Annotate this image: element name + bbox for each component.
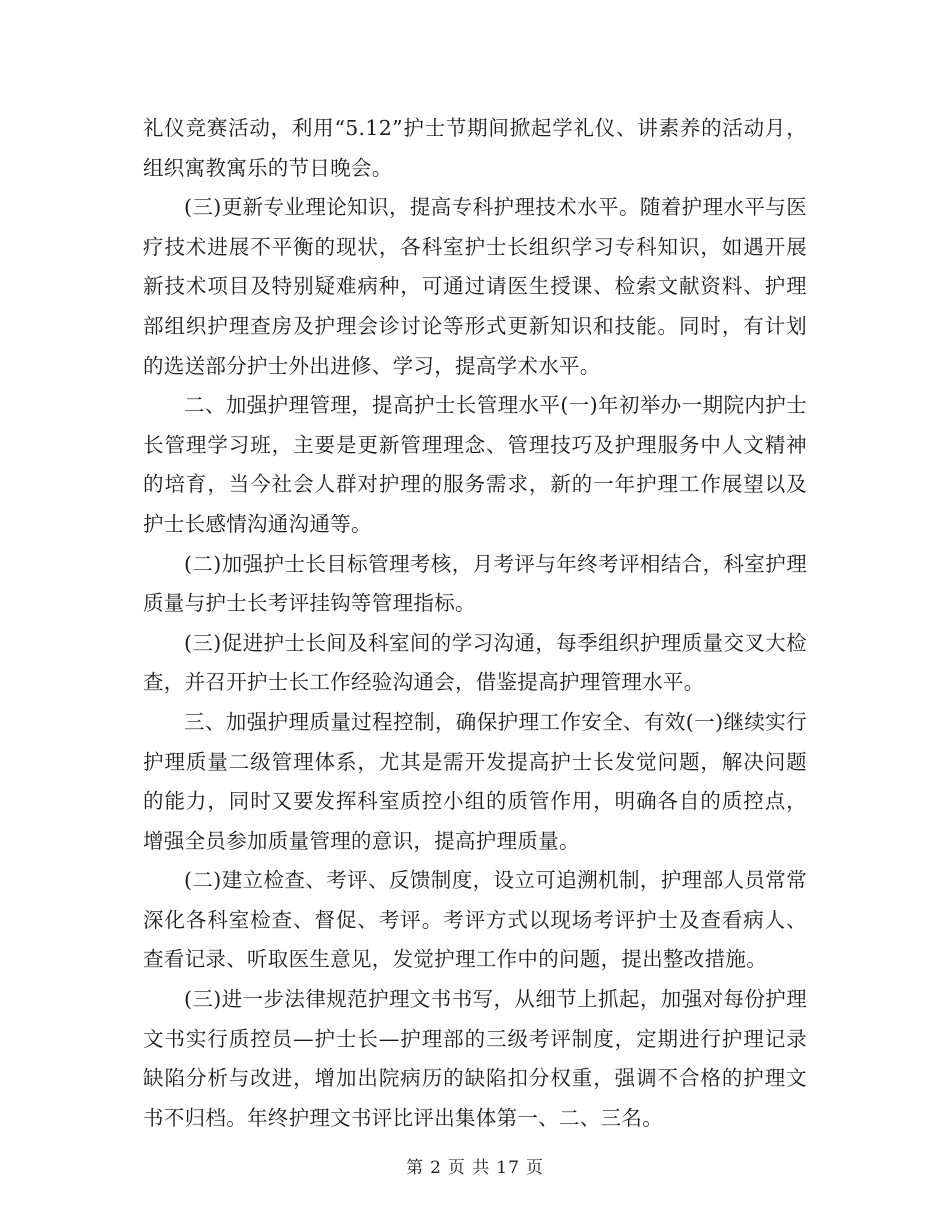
footer-total-pages: 17 [496,1158,520,1178]
paragraph-4: (二)加强护士长目标管理考核，月考评与年终考评相结合，科室护理质量与护士长考评挂钩等管理指标。 [143,551,807,616]
footer-middle: 页 共 [447,1158,491,1178]
paragraph-5: (三)促进护士长间及科室间的学习沟通，每季组织护理质量交叉大检查，并召开护士长工作经验沟通会，借鉴提高护理管理水平。 [143,630,807,695]
paragraph-3: 二、加强护理管理，提高护士长管理水平(一)年初举办一期院内护士长管理学习班，主要是更新管理理念、管理技巧及护理服务中人文精神的培育，当今社会人群对护理的服务需求，新的一年护理工作展望以及护士长感情沟通沟通等。 [143,393,807,536]
paragraph-1: 礼仪竞赛活动，利用“5.12”护士节期间掀起学礼仪、讲素养的活动月，组织寓教寓乐的节日晚会。 [143,116,807,180]
paragraph-7: (二)建立检查、考评、反馈制度，设立可追溯机制，护理部人员常常深化各科室检查、督促、考评。考评方式以现场考评护士及查看病人、查看记录、听取医生意见，发觉护理工作中的问题，提出整改措施。 [143,868,807,972]
paragraph-2: (三)更新专业理论知识，提高专科护理技术水平。随着护理水平与医疗技术进展不平衡的现状，各科室护士长组织学习专科知识，如遇开展新技术项目及特别疑难病种，可通过请医生授课、检索文献资料、护理部组织护理查房及护理会诊讨论等形式更新知识和技能。同时，有计划的选送部分护士外出进修、学习，提高学术水平。 [143,195,807,378]
paragraph-6: 三、加强护理质量过程控制，确保护理工作安全、有效(一)继续实行护理质量二级管理体系，尤其是需开发提高护士长发觉问题，解决问题的能力，同时又要发挥科室质控小组的质管作用，明确各自的质控点，增强全员参加质量管理的意识，提高护理质量。 [143,709,807,853]
page-footer [0,1153,950,1178]
document-body [143,109,807,1138]
footer-current-page: 2 [430,1158,442,1178]
footer-suffix: 页 [525,1158,544,1178]
paragraph-8: (三)进一步法律规范护理文书书写，从细节上抓起，加强对每份护理文书实行质控员—护士长—护理部的三级考评制度，定期进行护理记录缺陷分析与改进，增加出院病历的缺陷扣分权重，强调不合格的护理文书不归档。年终护理文书评比评出集体第一、二、三名。 [143,987,807,1130]
footer-prefix: 第 [406,1158,425,1178]
